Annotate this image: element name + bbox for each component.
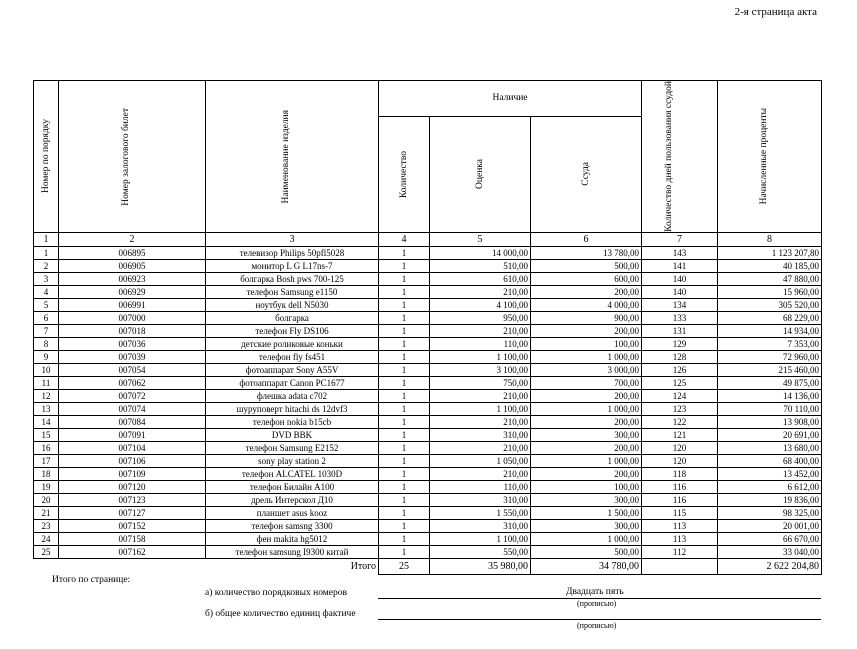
cell-loan: 500,00	[531, 545, 642, 558]
cell-ticket: 007039	[59, 350, 206, 363]
summary-line-a-hint: (прописью)	[577, 599, 617, 608]
table-row	[34, 298, 822, 311]
table-row	[34, 493, 822, 506]
table-row	[34, 324, 822, 337]
cell-name: фен makita hg5012	[206, 532, 379, 545]
cell-ticket: 007106	[59, 454, 206, 467]
summary-line-b	[378, 609, 821, 620]
cell-qty: 1	[379, 519, 430, 532]
table-row	[34, 415, 822, 428]
cell-ticket: 007152	[59, 519, 206, 532]
cell-interest: 68 229,00	[718, 311, 822, 324]
cell-days: 116	[642, 493, 718, 506]
cell-n: 4	[34, 285, 59, 298]
cell-interest: 7 353,00	[718, 337, 822, 350]
cell-qty: 1	[379, 350, 430, 363]
cell-name: монитор L G L17ns-7	[206, 259, 379, 272]
cell-qty: 1	[379, 493, 430, 506]
cell-name: шуруповерт hitachi ds 12dvf3	[206, 402, 379, 415]
cell-val: 310,00	[430, 519, 531, 532]
cell-name: телефон Fly DS106	[206, 324, 379, 337]
cell-val: 210,00	[430, 441, 531, 454]
cell-qty: 1	[379, 324, 430, 337]
cell-name: телефон Samsung E2152	[206, 441, 379, 454]
summary-line-b-hint: (прописью)	[577, 621, 617, 630]
cell-val: 610,00	[430, 272, 531, 285]
cell-name: болгарка	[206, 311, 379, 324]
cell-interest: 19 836,00	[718, 493, 822, 506]
cell-val: 110,00	[430, 337, 531, 350]
table-row	[34, 441, 822, 454]
cell-loan: 100,00	[531, 480, 642, 493]
cell-qty: 1	[379, 298, 430, 311]
cell-ticket: 007036	[59, 337, 206, 350]
cell-ticket: 007062	[59, 376, 206, 389]
cell-days: 113	[642, 532, 718, 545]
cell-loan: 1 000,00	[531, 532, 642, 545]
table-row	[34, 311, 822, 324]
cell-val: 210,00	[430, 324, 531, 337]
table-row	[34, 454, 822, 467]
table-row	[34, 532, 822, 545]
column-number: 5	[430, 232, 531, 246]
cell-name: флешка adata c702	[206, 389, 379, 402]
cell-val: 210,00	[430, 467, 531, 480]
cell-n: 25	[34, 545, 59, 558]
cell-n: 5	[34, 298, 59, 311]
cell-loan: 13 780,00	[531, 246, 642, 259]
summary-line-a-label: а) количество порядковых номеров	[205, 588, 348, 598]
cell-val: 550,00	[430, 545, 531, 558]
cell-val: 1 550,00	[430, 506, 531, 519]
table-row	[34, 519, 822, 532]
cell-qty: 1	[379, 246, 430, 259]
summary-line-a-value: Двадцать пять	[566, 587, 624, 597]
cell-name: дрель Интерскол Д10	[206, 493, 379, 506]
cell-ticket: 007104	[59, 441, 206, 454]
cell-name: телефон samsng 3300	[206, 519, 379, 532]
cell-days: 112	[642, 545, 718, 558]
totals-loan: 34 780,00	[531, 558, 642, 574]
cell-name: телефон ALCATEL 1030D	[206, 467, 379, 480]
cell-days: 133	[642, 311, 718, 324]
cell-val: 210,00	[430, 389, 531, 402]
cell-n: 12	[34, 389, 59, 402]
cell-loan: 200,00	[531, 467, 642, 480]
cell-name: телефон Samsung e1150	[206, 285, 379, 298]
header-ticket-no: Номер залогового билет	[59, 81, 206, 233]
cell-val: 210,00	[430, 285, 531, 298]
cell-ticket: 007054	[59, 363, 206, 376]
cell-n: 19	[34, 480, 59, 493]
table-row	[34, 506, 822, 519]
cell-n: 20	[34, 493, 59, 506]
cell-n: 18	[34, 467, 59, 480]
cell-n: 2	[34, 259, 59, 272]
cell-qty: 1	[379, 285, 430, 298]
cell-val: 210,00	[430, 415, 531, 428]
cell-days: 131	[642, 324, 718, 337]
cell-ticket: 007109	[59, 467, 206, 480]
cell-n: 17	[34, 454, 59, 467]
cell-n: 8	[34, 337, 59, 350]
cell-loan: 200,00	[531, 285, 642, 298]
header-order-no: Номер по порядку	[34, 81, 59, 233]
cell-ticket: 007120	[59, 480, 206, 493]
cell-n: 23	[34, 519, 59, 532]
column-number: 6	[531, 232, 642, 246]
cell-name: телефон fly fs451	[206, 350, 379, 363]
header-availability: Наличие	[379, 81, 642, 117]
cell-interest: 14 136,00	[718, 389, 822, 402]
cell-val: 110,00	[430, 480, 531, 493]
table-row	[34, 285, 822, 298]
cell-loan: 200,00	[531, 441, 642, 454]
cell-loan: 300,00	[531, 493, 642, 506]
cell-days: 121	[642, 428, 718, 441]
summary-line-b-label: б) общее количество единиц фактиче	[205, 609, 356, 619]
totals-interest: 2 622 204,80	[718, 558, 822, 574]
cell-days: 140	[642, 285, 718, 298]
table-row	[34, 350, 822, 363]
column-number-row	[34, 232, 822, 246]
cell-qty: 1	[379, 272, 430, 285]
cell-ticket: 007000	[59, 311, 206, 324]
table-row	[34, 480, 822, 493]
column-number: 2	[59, 232, 206, 246]
cell-val: 310,00	[430, 493, 531, 506]
totals-days	[642, 558, 718, 574]
cell-interest: 305 520,00	[718, 298, 822, 311]
column-number: 8	[718, 232, 822, 246]
table-row	[34, 259, 822, 272]
cell-days: 113	[642, 519, 718, 532]
cell-n: 7	[34, 324, 59, 337]
cell-n: 9	[34, 350, 59, 363]
header-valuation: Оценка	[430, 116, 531, 232]
cell-name: телефон Билайн A100	[206, 480, 379, 493]
table-row	[34, 467, 822, 480]
cell-ticket: 007162	[59, 545, 206, 558]
cell-interest: 6 612,00	[718, 480, 822, 493]
cell-val: 1 100,00	[430, 402, 531, 415]
cell-qty: 1	[379, 480, 430, 493]
header-days: Количество дней пользования ссудой	[642, 81, 718, 233]
cell-qty: 1	[379, 441, 430, 454]
cell-ticket: 007127	[59, 506, 206, 519]
table-row	[34, 376, 822, 389]
cell-n: 21	[34, 506, 59, 519]
cell-val: 510,00	[430, 259, 531, 272]
cell-name: DVD BBK	[206, 428, 379, 441]
cell-ticket: 006905	[59, 259, 206, 272]
cell-val: 4 100,00	[430, 298, 531, 311]
table-row	[34, 337, 822, 350]
cell-loan: 3 000,00	[531, 363, 642, 376]
cell-qty: 1	[379, 454, 430, 467]
cell-ticket: 007074	[59, 402, 206, 415]
totals-valuation: 35 980,00	[430, 558, 531, 574]
cell-interest: 20 691,00	[718, 428, 822, 441]
cell-loan: 600,00	[531, 272, 642, 285]
cell-days: 129	[642, 337, 718, 350]
cell-loan: 900,00	[531, 311, 642, 324]
cell-loan: 1 000,00	[531, 402, 642, 415]
cell-ticket: 007158	[59, 532, 206, 545]
header-loan: Ссуда	[531, 116, 642, 232]
cell-val: 1 100,00	[430, 350, 531, 363]
cell-val: 14 000,00	[430, 246, 531, 259]
table-row	[34, 402, 822, 415]
header-interest: Начисленные проценты	[718, 81, 822, 233]
column-number: 7	[642, 232, 718, 246]
summary-title: Итого по странице:	[52, 575, 131, 585]
cell-name: телефон nokia b15cb	[206, 415, 379, 428]
cell-interest: 13 908,00	[718, 415, 822, 428]
cell-val: 1 050,00	[430, 454, 531, 467]
cell-ticket: 007123	[59, 493, 206, 506]
table-row	[34, 272, 822, 285]
cell-loan: 300,00	[531, 519, 642, 532]
column-number: 3	[206, 232, 379, 246]
cell-interest: 20 001,00	[718, 519, 822, 532]
cell-ticket: 006923	[59, 272, 206, 285]
cell-name: телефон samsung I9300 китай	[206, 545, 379, 558]
cell-name: ноутбук dell N5030	[206, 298, 379, 311]
cell-qty: 1	[379, 545, 430, 558]
cell-name: болгарка Bosh pws 700-125	[206, 272, 379, 285]
table-row	[34, 389, 822, 402]
cell-name: планшет asus kooz	[206, 506, 379, 519]
totals-label: Итого	[350, 561, 376, 573]
cell-loan: 700,00	[531, 376, 642, 389]
cell-loan: 1 500,00	[531, 506, 642, 519]
page-label: 2-я страница акта	[734, 6, 817, 18]
column-number: 1	[34, 232, 59, 246]
cell-interest: 215 460,00	[718, 363, 822, 376]
cell-qty: 1	[379, 337, 430, 350]
cell-loan: 1 000,00	[531, 350, 642, 363]
totals-quantity: 25	[379, 558, 430, 574]
cell-interest: 40 185,00	[718, 259, 822, 272]
cell-interest: 33 040,00	[718, 545, 822, 558]
cell-n: 24	[34, 532, 59, 545]
cell-ticket: 006991	[59, 298, 206, 311]
inventory-table	[33, 80, 822, 575]
cell-val: 310,00	[430, 428, 531, 441]
cell-loan: 200,00	[531, 415, 642, 428]
cell-val: 750,00	[430, 376, 531, 389]
cell-interest: 15 960,00	[718, 285, 822, 298]
cell-ticket: 007091	[59, 428, 206, 441]
cell-interest: 13 452,00	[718, 467, 822, 480]
cell-qty: 1	[379, 415, 430, 428]
cell-qty: 1	[379, 467, 430, 480]
cell-val: 950,00	[430, 311, 531, 324]
cell-qty: 1	[379, 311, 430, 324]
cell-days: 120	[642, 441, 718, 454]
cell-interest: 98 325,00	[718, 506, 822, 519]
cell-qty: 1	[379, 376, 430, 389]
cell-days: 134	[642, 298, 718, 311]
cell-n: 1	[34, 246, 59, 259]
cell-n: 3	[34, 272, 59, 285]
cell-n: 16	[34, 441, 59, 454]
cell-qty: 1	[379, 428, 430, 441]
column-number: 4	[379, 232, 430, 246]
cell-days: 116	[642, 480, 718, 493]
cell-qty: 1	[379, 259, 430, 272]
cell-interest: 13 680,00	[718, 441, 822, 454]
cell-interest: 1 123 207,80	[718, 246, 822, 259]
table-row	[34, 428, 822, 441]
cell-days: 126	[642, 363, 718, 376]
cell-days: 143	[642, 246, 718, 259]
cell-loan: 500,00	[531, 259, 642, 272]
cell-qty: 1	[379, 363, 430, 376]
cell-ticket: 007018	[59, 324, 206, 337]
cell-name: фотоаппарат Canon PC1677	[206, 376, 379, 389]
cell-interest: 66 670,00	[718, 532, 822, 545]
cell-ticket: 007084	[59, 415, 206, 428]
cell-val: 1 100,00	[430, 532, 531, 545]
cell-days: 118	[642, 467, 718, 480]
cell-val: 3 100,00	[430, 363, 531, 376]
cell-ticket: 006895	[59, 246, 206, 259]
table-row	[34, 545, 822, 558]
table-row	[34, 363, 822, 376]
cell-loan: 100,00	[531, 337, 642, 350]
cell-name: фотоаппарат Sony A55V	[206, 363, 379, 376]
cell-days: 122	[642, 415, 718, 428]
cell-loan: 200,00	[531, 324, 642, 337]
table-row	[34, 246, 822, 259]
cell-interest: 14 934,00	[718, 324, 822, 337]
cell-n: 15	[34, 428, 59, 441]
cell-interest: 49 875,00	[718, 376, 822, 389]
cell-loan: 1 000,00	[531, 454, 642, 467]
totals-row	[34, 558, 822, 574]
cell-n: 10	[34, 363, 59, 376]
cell-qty: 1	[379, 402, 430, 415]
cell-n: 14	[34, 415, 59, 428]
cell-days: 125	[642, 376, 718, 389]
cell-days: 128	[642, 350, 718, 363]
cell-qty: 1	[379, 532, 430, 545]
cell-n: 13	[34, 402, 59, 415]
cell-qty: 1	[379, 506, 430, 519]
cell-ticket: 007072	[59, 389, 206, 402]
cell-n: 11	[34, 376, 59, 389]
cell-name: детские роликовые коньки	[206, 337, 379, 350]
cell-name: телевизор Philips 50pfl5028	[206, 246, 379, 259]
cell-days: 140	[642, 272, 718, 285]
cell-days: 120	[642, 454, 718, 467]
cell-loan: 300,00	[531, 428, 642, 441]
cell-interest: 70 110,00	[718, 402, 822, 415]
cell-ticket: 006929	[59, 285, 206, 298]
header-item-name: Наименование изделия	[206, 81, 379, 233]
cell-interest: 72 960,00	[718, 350, 822, 363]
cell-days: 115	[642, 506, 718, 519]
header-quantity: Количество	[379, 116, 430, 232]
cell-loan: 200,00	[531, 389, 642, 402]
cell-interest: 68 400,00	[718, 454, 822, 467]
cell-days: 141	[642, 259, 718, 272]
cell-name: sony play station 2	[206, 454, 379, 467]
cell-interest: 47 880,00	[718, 272, 822, 285]
cell-days: 123	[642, 402, 718, 415]
cell-qty: 1	[379, 389, 430, 402]
cell-loan: 4 000,00	[531, 298, 642, 311]
cell-n: 6	[34, 311, 59, 324]
cell-days: 124	[642, 389, 718, 402]
